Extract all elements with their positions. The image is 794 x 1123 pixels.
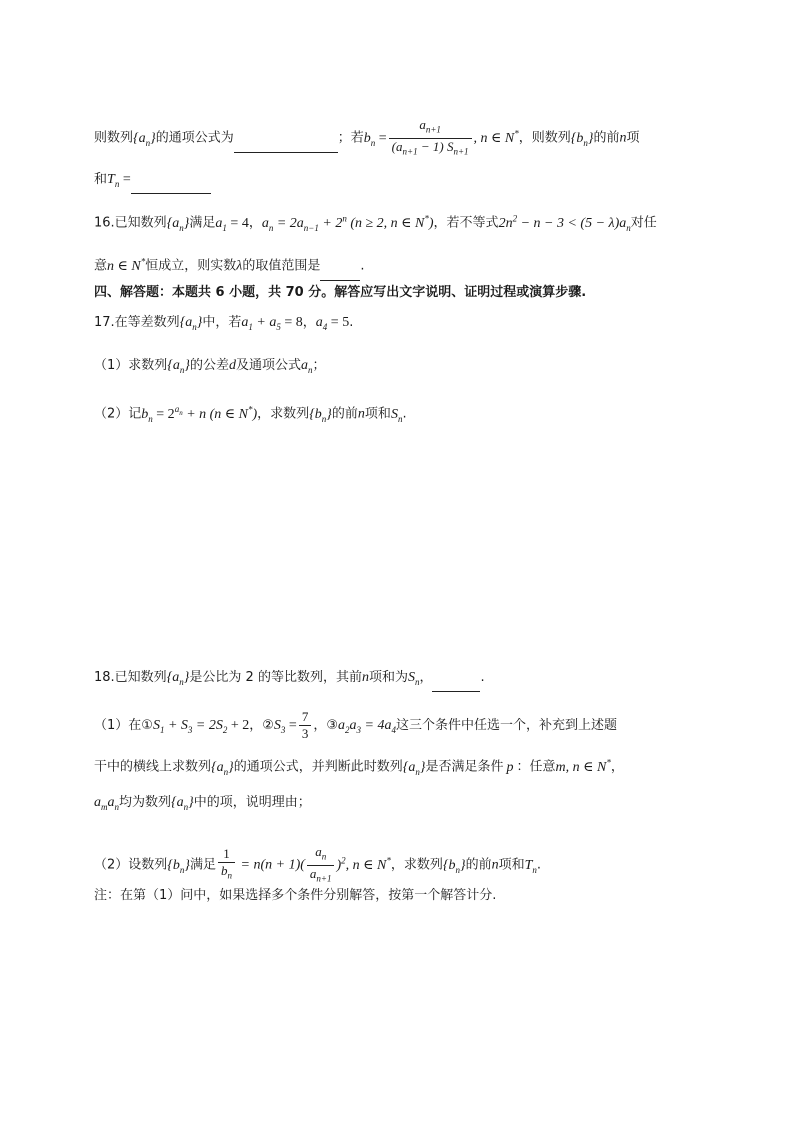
answer-blank xyxy=(131,173,211,194)
math-eq: = n(n + 1)( xyxy=(237,857,305,873)
text: ：任意 xyxy=(516,759,556,775)
text: 项 xyxy=(626,130,640,146)
math-a1: $a_1 = 4$ xyxy=(215,215,249,233)
text: 17.在等差数列 xyxy=(94,315,180,330)
circled-one: ① xyxy=(141,718,153,733)
text: 对任 xyxy=(630,215,657,231)
text: ； xyxy=(312,358,326,373)
text: （2）设数列 xyxy=(94,857,168,873)
text: 项和 xyxy=(364,406,391,422)
text: 是公比为 2 的等比数列，其前 xyxy=(189,670,362,685)
text: . xyxy=(480,670,485,685)
math-n: n xyxy=(619,130,627,146)
q17-part-1 xyxy=(94,356,734,380)
q18-part-1-line-3 xyxy=(94,793,734,817)
math-Sn: $S_n$ xyxy=(390,406,403,424)
math-eq-tail: )$^2$, n ∈ N* xyxy=(336,854,391,873)
math-fraction: $\frac{1}{b_n}$ xyxy=(218,846,235,884)
answer-blank xyxy=(320,260,360,281)
math-aman: $a_ma_n$ xyxy=(94,795,119,812)
text: 干中的横线上求数列 xyxy=(94,759,212,775)
math-seq: $\{a_n\}$ xyxy=(167,358,190,375)
math-fraction: $\frac{7}{3}$ xyxy=(299,709,312,742)
q15-line-2 xyxy=(94,170,734,194)
math-seq: $\{a_n\}$ xyxy=(171,795,194,812)
math-seq: $\{a_n\}$ xyxy=(402,759,426,777)
circled-three: ③ xyxy=(326,718,338,733)
q17-part-2 xyxy=(94,399,734,428)
q18-note: 注：在第（1）问中，如果选择多个条件分别解答，按第一个解答计分. xyxy=(94,888,497,903)
section-heading: 四、解答题：本题共 6 小题，共 70 分。解答应写出文字说明、证明过程或演算步骤. xyxy=(94,285,587,300)
q17-line-1 xyxy=(94,313,734,337)
answer-blank xyxy=(432,671,480,692)
math-seq: $\{b_n\}$ xyxy=(309,406,332,424)
text: （1）求数列 xyxy=(94,358,168,373)
text: 中的项，说明理由； xyxy=(193,795,311,810)
text: 则数列 xyxy=(94,130,134,146)
math-Sn: $S_n$ xyxy=(407,670,420,687)
math-seq: $\{a_n\}$ xyxy=(179,315,203,332)
q15-line-1 xyxy=(94,117,734,159)
math-bn: $b_n$ = xyxy=(363,130,387,148)
math-seq: $\{a_n\}$ xyxy=(166,670,190,687)
math-seq: $\{a_n\}$ xyxy=(166,215,190,233)
math-bn-def: $b_n = 2^{a_n} + n$ (n ∈ N*) xyxy=(141,404,258,424)
math-inequality: $2n^2 - n - 3 < (5 - \lambda)a_n$ xyxy=(498,213,631,233)
text: 18.已知数列 xyxy=(94,670,167,685)
math-an: $a_n$ xyxy=(301,358,313,375)
q16-line-1 xyxy=(94,208,734,237)
text: 的取值范围是 xyxy=(242,258,321,274)
math-seq: $\{b_n\}$ xyxy=(570,130,594,148)
text: 的公差 xyxy=(190,358,230,373)
text: 满足 xyxy=(189,215,216,231)
text: （1）在 xyxy=(94,718,142,733)
math-lambda: λ xyxy=(236,258,243,274)
text: ，求数列 xyxy=(257,406,310,422)
math-eq1: $a_1 + a_5 = 8$ xyxy=(241,315,303,332)
math-seq: $\{a_n\}$ xyxy=(133,130,156,148)
q16-line-2 xyxy=(94,251,734,281)
math-seq: $\{b_n\}$ xyxy=(167,857,190,875)
text: （2）记 xyxy=(94,406,142,422)
text: 项和 xyxy=(498,857,525,873)
text: 的前 xyxy=(465,857,492,873)
text: ， xyxy=(249,718,263,733)
text: ；若 xyxy=(337,130,364,146)
text: 均为数列 xyxy=(119,795,172,810)
text: ， xyxy=(419,670,433,685)
q18-part-1-line-1 xyxy=(94,709,734,742)
text: 及通项公式 xyxy=(236,358,302,373)
text: . xyxy=(349,315,354,330)
text: 这三个条件中任选一个，补充到上述题 xyxy=(395,718,617,733)
text: 的前 xyxy=(331,406,358,422)
math-cond-1: $S_1 + S_3 = 2S_2 + 2$ xyxy=(152,718,250,735)
math-Tn: $T_n$ = xyxy=(107,172,131,189)
math-p: p xyxy=(506,759,514,775)
math-n-cond: n ∈ N* xyxy=(107,256,146,274)
circled-two: ② xyxy=(262,718,274,733)
text: 恒成立，则实数 xyxy=(145,258,237,274)
text: ，求数列 xyxy=(390,857,443,873)
math-mn: m, n ∈ N* xyxy=(555,757,611,775)
math-cond: , n ∈ N* xyxy=(473,127,519,146)
math-seq: $\{b_n\}$ xyxy=(442,857,466,875)
text: . xyxy=(402,406,407,422)
text: 意 xyxy=(94,258,108,274)
text: 是否满足条件 xyxy=(425,759,504,775)
text: 的通项公式为 xyxy=(155,130,234,146)
math-n: n xyxy=(361,670,369,685)
math-cond-2: $S_3$ = xyxy=(273,718,297,735)
math-Tn: $T_n$ xyxy=(524,857,537,875)
text: 满足 xyxy=(190,857,217,873)
math-cond-3: $a_2a_3 = 4a_4$ xyxy=(338,718,396,735)
math-n: n xyxy=(357,406,365,422)
q18-part-2 xyxy=(94,844,734,886)
text: 的前 xyxy=(593,130,620,146)
q18-line-1 xyxy=(94,668,734,692)
math-seq: $\{a_n\}$ xyxy=(211,759,234,777)
text: ，若不等式 xyxy=(433,215,499,231)
text: 16.已知数列 xyxy=(94,215,167,231)
text: 中，若 xyxy=(202,315,242,330)
math-fraction: $\frac{a_{n+1}}{(a_{n+1} - 1) S_{n+1}}$ xyxy=(389,117,472,159)
text: . xyxy=(360,258,365,274)
math-fraction: $\frac{a_n}{a_{n+1}}$ xyxy=(307,844,335,886)
q18-part-1-line-2 xyxy=(94,752,734,781)
text: ， xyxy=(313,718,327,733)
text: . xyxy=(536,857,542,873)
text: ，则数列 xyxy=(518,130,571,146)
math-n: n xyxy=(491,857,499,873)
text: ， xyxy=(302,315,316,330)
text: 的通项公式，并判断此时数列 xyxy=(233,759,403,775)
answer-blank xyxy=(234,132,338,153)
text: ， xyxy=(610,759,624,775)
text: 和 xyxy=(94,172,108,187)
text: ， xyxy=(248,215,262,231)
math-d: d xyxy=(229,358,237,373)
text: 项和为 xyxy=(368,670,408,685)
math-recurrence: $a_n = 2a_{n-1} + 2^n$ (n ≥ 2, n ∈ N*) xyxy=(261,213,434,233)
math-eq2: $a_4 = 5$ xyxy=(315,315,350,332)
